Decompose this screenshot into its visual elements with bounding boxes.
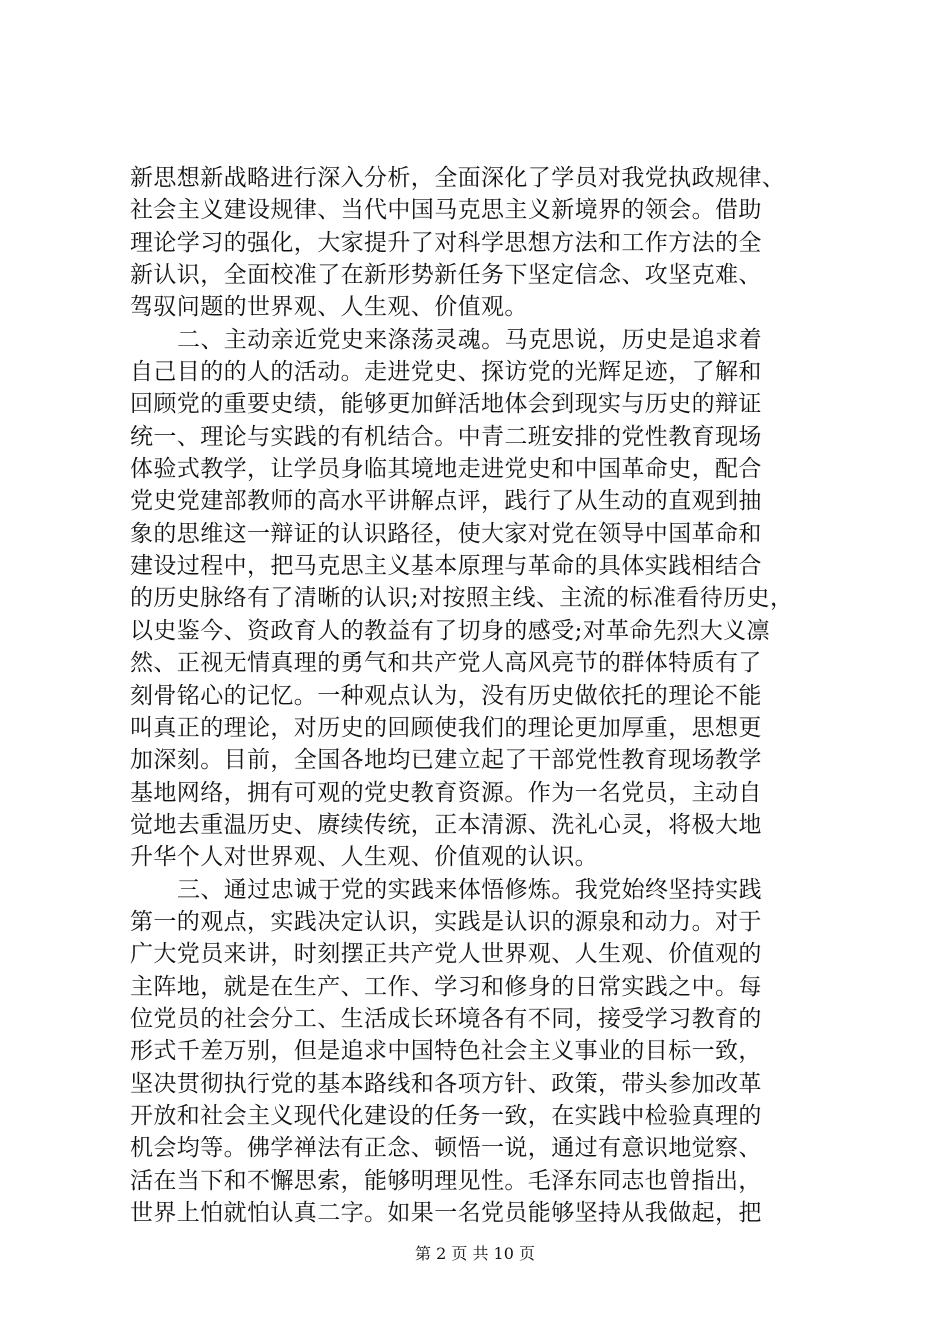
text-line: 驾驭问题的世界观、人生观、价值观。	[130, 294, 528, 321]
text-line: 升华个人对世界观、人生观、价值观的认识。	[130, 844, 598, 871]
text-line: 活在当下和不懈思索，能够明理见性。毛泽东同志也曾指出，	[130, 1167, 762, 1194]
paragraph-3	[130, 874, 830, 1230]
text-line: 第一的观点，实践决定认识，实践是认识的源泉和动力。对于	[130, 908, 762, 935]
text-line: 新思想新战略进行深入分析，全面深化了学员对我党执政规律、	[130, 165, 786, 191]
paragraph-2	[130, 324, 830, 874]
text-line-indented: 三、通过忠诚于党的实践来体悟修炼。我党始终坚持实践	[177, 876, 762, 903]
text-line-indented: 二、主动亲近党史来涤荡灵魂。马克思说，历史是追求着	[177, 326, 762, 353]
paragraph-1	[130, 162, 830, 324]
body-text	[130, 162, 830, 1229]
text-line: 以史鉴今、资政育人的教益有了切身的感受;对革命先烈大义凛	[130, 617, 770, 644]
text-line: 开放和社会主义现代化建设的任务一致，在实践中检验真理的	[130, 1102, 762, 1129]
text-line: 社会主义建设规律、当代中国马克思主义新境界的领会。借助	[130, 197, 762, 224]
text-line: 叫真正的理论，对历史的回顾使我们的理论更加厚重，思想更	[130, 714, 762, 741]
text-line: 加深刻。目前，全国各地均已建立起了干部党性教育现场教学	[130, 747, 762, 774]
text-line: 自己目的的人的活动。走进党史、探访党的光辉足迹，了解和	[130, 359, 762, 386]
text-line: 新认识，全面校准了在新形势新任务下坚定信念、攻坚克难、	[130, 262, 762, 289]
text-line: 觉地去重温历史、赓续传统，正本清源、洗礼心灵，将极大地	[130, 811, 762, 838]
text-line: 世界上怕就怕认真二字。如果一名党员能够坚持从我做起，把	[130, 1200, 762, 1226]
text-line: 主阵地，就是在生产、工作、学习和修身的日常实践之中。每	[130, 973, 762, 1000]
text-line: 广大党员来讲，时刻摆正共产党人世界观、人生观、价值观的	[130, 941, 762, 968]
text-line: 形式千差万别，但是追求中国特色社会主义事业的目标一致，	[130, 1038, 762, 1065]
page-number-footer: 第 2 页 共 10 页	[415, 1244, 535, 1263]
text-line: 体验式教学，让学员身临其境地走进党史和中国革命史，配合	[130, 456, 762, 483]
text-line: 象的思维这一辩证的认识路径，使大家对党在领导中国革命和	[130, 520, 762, 547]
text-line: 回顾党的重要史绩，能够更加鲜活地体会到现实与历史的辩证	[130, 391, 762, 418]
text-line: 统一、理论与实践的有机结合。中青二班安排的党性教育现场	[130, 423, 762, 450]
text-line: 然、正视无情真理的勇气和共产党人高风亮节的群体特质有了	[130, 650, 762, 677]
text-line: 机会均等。佛学禅法有正念、顿悟一说，通过有意识地觉察、	[130, 1135, 762, 1162]
text-line: 坚决贯彻执行党的基本路线和各项方针、政策，带头参加改革	[130, 1070, 762, 1097]
text-line: 刻骨铭心的记忆。一种观点认为，没有历史做依托的理论不能	[130, 682, 762, 709]
text-line: 的历史脉络有了清晰的认识;对按照主线、主流的标准看待历史，	[130, 585, 794, 612]
text-line: 理论学习的强化，大家提升了对科学思想方法和工作方法的全	[130, 229, 762, 256]
text-line: 建设过程中，把马克思主义基本原理与革命的具体实践相结合	[130, 553, 762, 580]
text-line: 党史党建部教师的高水平讲解点评，践行了从生动的直观到抽	[130, 488, 762, 515]
text-line: 基地网络，拥有可观的党史教育资源。作为一名党员，主动自	[130, 779, 762, 806]
text-line: 位党员的社会分工、生活成长环境各有不同，接受学习教育的	[130, 1005, 762, 1032]
